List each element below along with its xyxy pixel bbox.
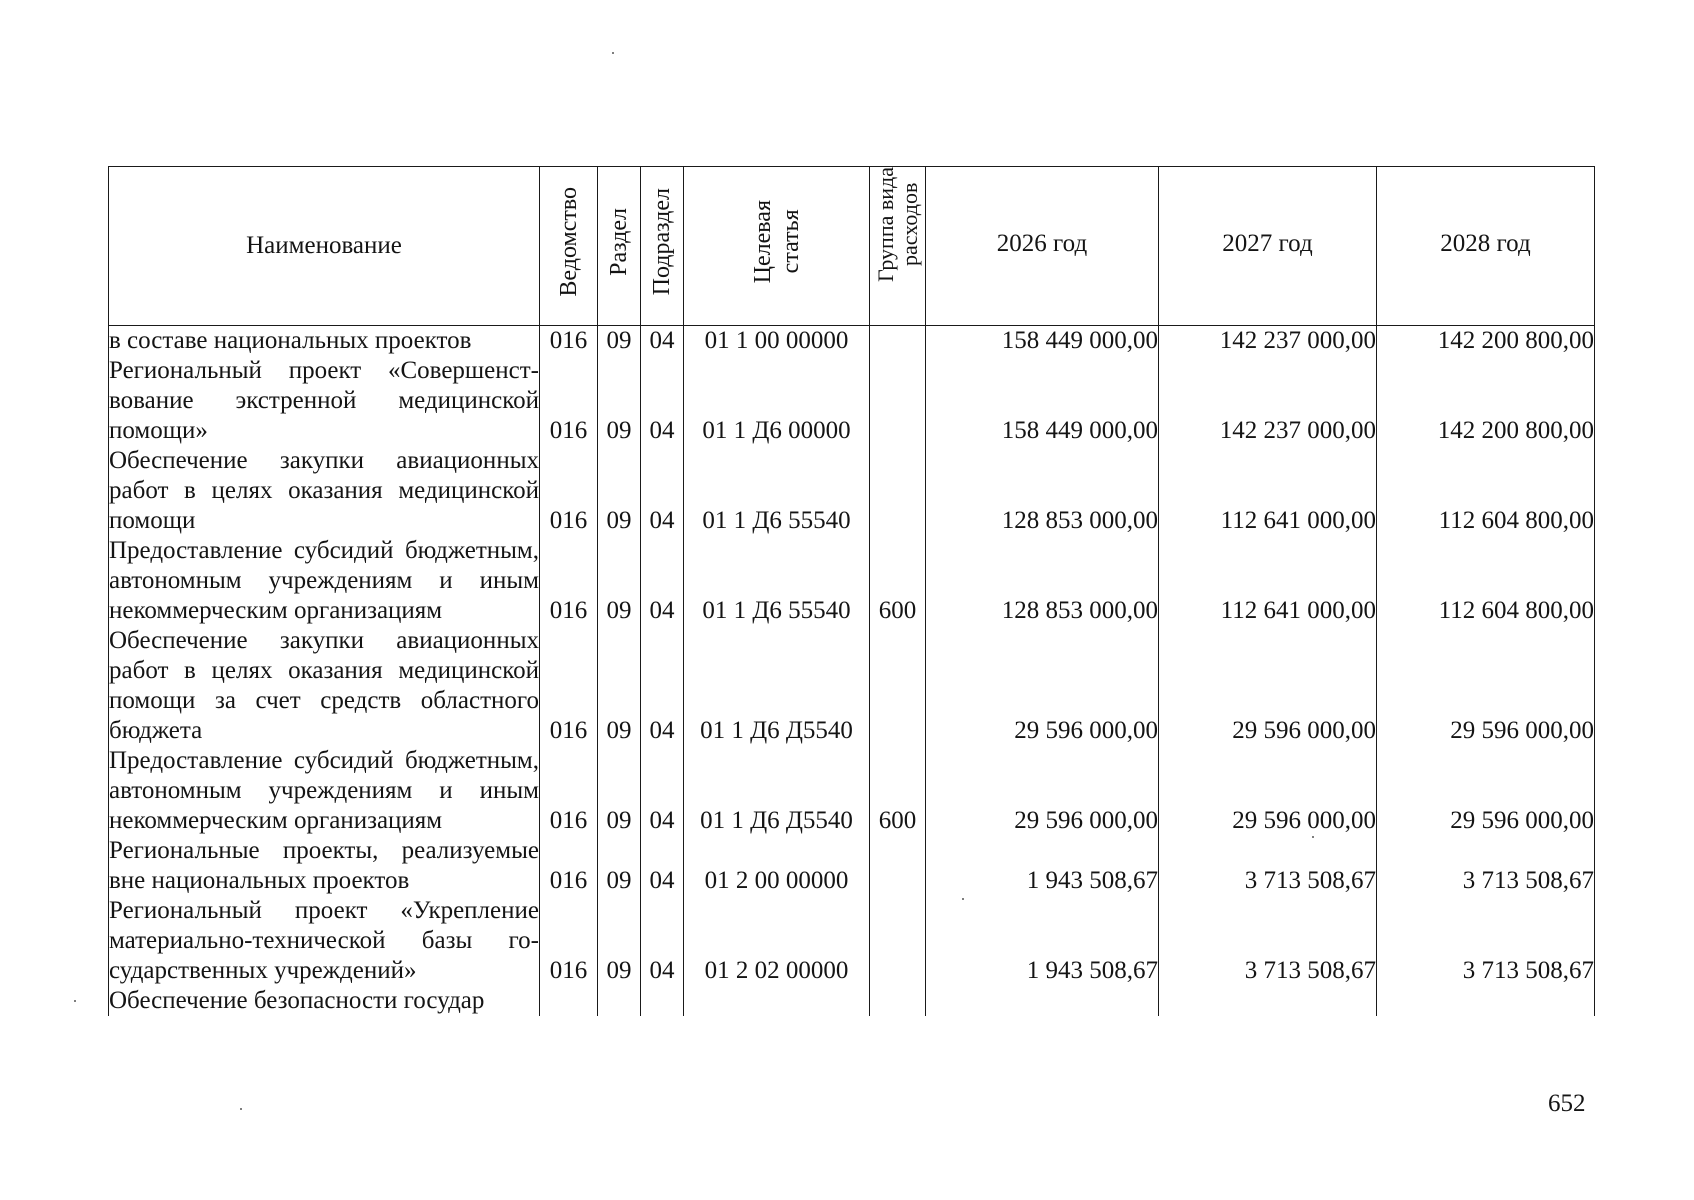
- row-amount-2027: 29 596 000,00: [1159, 746, 1377, 836]
- row-podrazdel: 04: [641, 836, 684, 896]
- budget-table: [108, 166, 1595, 1016]
- header-2027: 2027 год: [1159, 167, 1377, 326]
- table-row: [109, 326, 1595, 357]
- row-amount-2028: 142 200 800,00: [1377, 356, 1595, 446]
- row-amount-2028: 142 200 800,00: [1377, 326, 1595, 357]
- row-amount-2026: 1 943 508,67: [926, 896, 1159, 986]
- row-amount-2028: 112 604 800,00: [1377, 446, 1595, 536]
- row-amount-2028: 3 713 508,67: [1377, 836, 1595, 896]
- row-vedomstvo: 016: [540, 896, 598, 986]
- row-amount-2026: 29 596 000,00: [926, 746, 1159, 836]
- row-amount-2026: [926, 986, 1159, 1016]
- row-name: Обеспечение закупки авиационных работ в целях оказания медицинской помощи за счет средств областного бюджета: [109, 627, 539, 744]
- row-razdel: [598, 986, 641, 1016]
- row-amount-2026: 158 449 000,00: [926, 356, 1159, 446]
- row-amount-2026: 128 853 000,00: [926, 536, 1159, 626]
- table-row: [109, 446, 1595, 536]
- row-podrazdel: 04: [641, 356, 684, 446]
- table-row: [109, 896, 1595, 986]
- header-target: Целевая статья: [749, 200, 804, 284]
- row-vedomstvo: [540, 986, 598, 1016]
- row-razdel: 09: [598, 836, 641, 896]
- row-podrazdel: 04: [641, 626, 684, 746]
- row-vedomstvo: 016: [540, 746, 598, 836]
- row-target-article: 01 1 Д6 55540: [684, 446, 870, 536]
- row-razdel: 09: [598, 746, 641, 836]
- row-amount-2027: 3 713 508,67: [1159, 836, 1377, 896]
- row-amount-2028: [1377, 986, 1595, 1016]
- page-number: 652: [1548, 1090, 1586, 1117]
- row-amount-2027: 142 237 000,00: [1159, 356, 1377, 446]
- header-vedomstvo-cell: [540, 167, 598, 326]
- row-podrazdel: [641, 986, 684, 1016]
- row-target-article: 01 1 Д6 Д5540: [684, 746, 870, 836]
- row-amount-2027: 142 237 000,00: [1159, 326, 1377, 357]
- header-podrazdel-cell: [641, 167, 684, 326]
- row-razdel: 09: [598, 446, 641, 536]
- header-vedomstvo: Ведомство: [555, 187, 582, 297]
- header-2028: 2028 год: [1377, 167, 1595, 326]
- row-podrazdel: 04: [641, 896, 684, 986]
- row-target-article: 01 2 00 00000: [684, 836, 870, 896]
- row-name: Обеспечение закупки авиационных работ в целях оказания медицинской помощи: [109, 447, 539, 534]
- row-target-article: [684, 986, 870, 1016]
- row-amount-2028: 3 713 508,67: [1377, 896, 1595, 986]
- row-podrazdel: 04: [641, 536, 684, 626]
- row-podrazdel: 04: [641, 326, 684, 357]
- row-vedomstvo: 016: [540, 326, 598, 357]
- row-target-article: 01 1 00 00000: [684, 326, 870, 357]
- row-name: Предоставление субсидий бюджетным, автономным учреждениям и иным некоммерческим организациям: [109, 537, 539, 624]
- row-amount-2027: [1159, 986, 1377, 1016]
- row-expense-group: [870, 836, 926, 896]
- row-vedomstvo: 016: [540, 626, 598, 746]
- header-razdel: Раздел: [606, 208, 632, 276]
- header-razdel-cell: [598, 167, 641, 326]
- row-name: Обеспечение безопасности государ: [109, 986, 540, 1016]
- row-name: Предоставление субсидий бюджетным, автономным учреждениям и иным некоммерческим организациям: [109, 747, 539, 834]
- row-amount-2026: 29 596 000,00: [926, 626, 1159, 746]
- header-group: Группа вида расходов: [872, 167, 922, 282]
- row-name: Региональные проекты, реализуемые вне национальных проектов: [109, 837, 539, 894]
- row-amount-2028: 29 596 000,00: [1377, 746, 1595, 836]
- table-row: [109, 836, 1595, 896]
- scan-speck: [612, 52, 614, 54]
- row-vedomstvo: 016: [540, 446, 598, 536]
- row-razdel: 09: [598, 536, 641, 626]
- row-razdel: 09: [598, 326, 641, 357]
- row-expense-group: 600: [870, 746, 926, 836]
- header-2026: 2026 год: [926, 167, 1159, 326]
- table-row: [109, 356, 1595, 446]
- row-name: Региональный проект «Совершенствование экстренной медицинской помощи»: [109, 357, 539, 444]
- scan-speck: [74, 1000, 76, 1002]
- row-amount-2028: 112 604 800,00: [1377, 536, 1595, 626]
- header-target-cell: [684, 167, 870, 326]
- row-amount-2028: 29 596 000,00: [1377, 626, 1595, 746]
- row-expense-group: [870, 896, 926, 986]
- row-razdel: 09: [598, 626, 641, 746]
- row-amount-2027: 3 713 508,67: [1159, 896, 1377, 986]
- row-amount-2027: 112 641 000,00: [1159, 536, 1377, 626]
- row-name: в составе национальных проектов: [109, 326, 540, 357]
- row-podrazdel: 04: [641, 746, 684, 836]
- row-name: Региональный проект «Укрепление материально-технической базы государственных учреждений»: [109, 897, 539, 984]
- scan-speck: [240, 1108, 242, 1110]
- row-amount-2026: 1 943 508,67: [926, 836, 1159, 896]
- row-target-article: 01 1 Д6 55540: [684, 536, 870, 626]
- row-amount-2026: 128 853 000,00: [926, 446, 1159, 536]
- row-amount-2027: 29 596 000,00: [1159, 626, 1377, 746]
- table-row: [109, 746, 1595, 836]
- row-expense-group: [870, 626, 926, 746]
- row-amount-2027: 112 641 000,00: [1159, 446, 1377, 536]
- table-row: [109, 536, 1595, 626]
- table-row: [109, 626, 1595, 746]
- row-expense-group: [870, 446, 926, 536]
- header-podrazdel: Подраздел: [649, 188, 675, 296]
- row-vedomstvo: 016: [540, 836, 598, 896]
- header-group-cell: [870, 167, 926, 326]
- row-expense-group: [870, 986, 926, 1016]
- row-podrazdel: 04: [641, 446, 684, 536]
- row-target-article: 01 2 02 00000: [684, 896, 870, 986]
- row-target-article: 01 1 Д6 Д5540: [684, 626, 870, 746]
- row-target-article: 01 1 Д6 00000: [684, 356, 870, 446]
- table-row: [109, 986, 1595, 1016]
- row-expense-group: 600: [870, 536, 926, 626]
- row-amount-2026: 158 449 000,00: [926, 326, 1159, 357]
- row-vedomstvo: 016: [540, 356, 598, 446]
- row-razdel: 09: [598, 896, 641, 986]
- header-name: Наименование: [109, 167, 540, 326]
- row-razdel: 09: [598, 356, 641, 446]
- row-vedomstvo: 016: [540, 536, 598, 626]
- row-expense-group: [870, 356, 926, 446]
- header-row: [109, 167, 1595, 326]
- row-expense-group: [870, 326, 926, 357]
